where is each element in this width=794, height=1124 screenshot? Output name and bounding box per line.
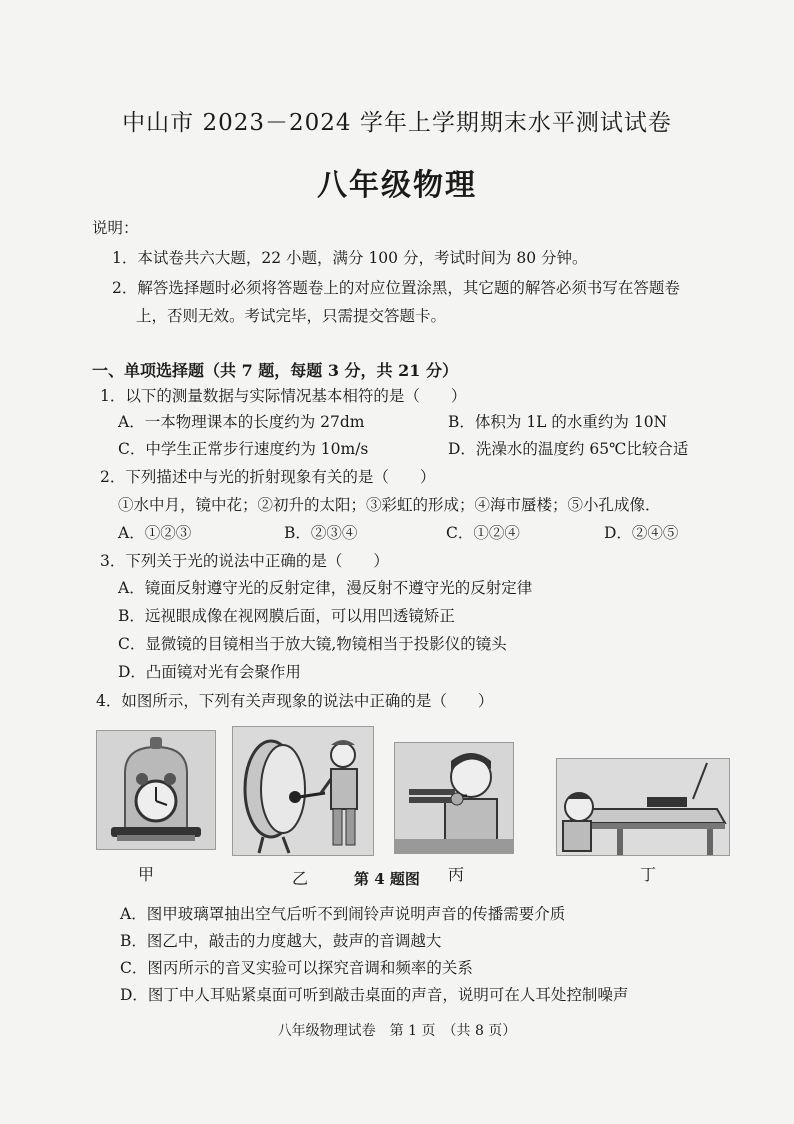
q2-option-c: C．①②④ [446, 524, 520, 542]
figure-label-ding: 丁 [640, 865, 657, 884]
q3-stem: 3．下列关于光的说法中正确的是（ ） [100, 552, 389, 570]
q4-option-a: A．图甲玻璃罩抽出空气后听不到闹铃声说明声音的传播需要介质 [120, 905, 566, 923]
bell-jar-illustration [97, 731, 215, 849]
q1-option-b: B．体积为 1L 的水重约为 10N [448, 413, 668, 431]
instruction-item-2: 2．解答选择题时必须将答题卷上的对应位置涂黑，其它题的解答必须书写在答题卷 [112, 279, 680, 297]
q3-option-d: D．凸面镜对光有会聚作用 [118, 663, 301, 681]
figure-label-jia: 甲 [138, 865, 155, 884]
q2-option-a: A．①②③ [118, 524, 192, 542]
instruction-item-2-cont: 上，否则无效。考试完毕，只需提交答题卡。 [136, 307, 447, 325]
q4-option-d: D．图丁中人耳贴紧桌面可听到敲击桌面的声音，说明可在人耳处控制噪声 [120, 986, 629, 1004]
drum-illustration [233, 727, 373, 855]
page-footer: 八年级物理试卷 第 1 页 （共 8 页） [277, 1023, 517, 1039]
figure-label-yi: 乙 [292, 869, 309, 888]
section-1-heading: 一、单项选择题（共 7 题，每题 3 分，共 21 分） [92, 361, 458, 380]
figure-label-bing: 丙 [448, 865, 465, 884]
figure-bell-jar [96, 730, 216, 850]
q1-option-a: A．一本物理课本的长度约为 27dm [118, 413, 365, 431]
instructions-heading: 说明： [92, 219, 139, 237]
q2-option-b: B．②③④ [284, 524, 358, 542]
tuning-fork-illustration [395, 743, 513, 853]
figure-caption: 第 4 题图 [354, 870, 420, 888]
q3-option-a: A．镜面反射遵守光的反射定律，漫反射不遵守光的反射定律 [118, 579, 533, 597]
figure-ear-on-table [556, 758, 730, 856]
q3-option-b: B．远视眼成像在视网膜后面，可以用凹透镜矫正 [118, 607, 455, 625]
ear-on-table-illustration [557, 759, 729, 855]
q4-option-c: C．图丙所示的音叉实验可以探究音调和频率的关系 [120, 959, 473, 977]
instruction-item-1: 1．本试卷共六大题，22 小题，满分 100 分，考试时间为 80 分钟。 [112, 249, 588, 267]
q1-option-c: C．中学生正常步行速度约为 10m/s [118, 440, 369, 458]
exam-subtitle: 八年级物理 [317, 168, 477, 203]
q2-stem: 2．下列描述中与光的折射现象有关的是（ ） [100, 468, 436, 486]
q4-stem: 4．如图所示，下列有关声现象的说法中正确的是（ ） [96, 692, 494, 710]
q4-option-b: B．图乙中，敲击的力度越大，鼓声的音调越大 [120, 932, 442, 950]
figure-drum [232, 726, 374, 856]
q1-stem: 1．以下的测量数据与实际情况基本相符的是（ ） [100, 387, 467, 405]
q1-option-d: D．洗澡水的温度约 65℃比较合适 [448, 440, 689, 458]
exam-title: 中山市 2023－2024 学年上学期期末水平测试试卷 [122, 110, 672, 136]
figure-tuning-fork [394, 742, 514, 854]
q2-items: ①水中月，镜中花；②初升的太阳；③彩虹的形成；④海市蜃楼；⑤小孔成像． [118, 496, 661, 514]
q2-option-d: D．②④⑤ [604, 524, 679, 542]
q3-option-c: C．显微镜的目镜相当于放大镜,物镜相当于投影仪的镜头 [118, 635, 507, 653]
